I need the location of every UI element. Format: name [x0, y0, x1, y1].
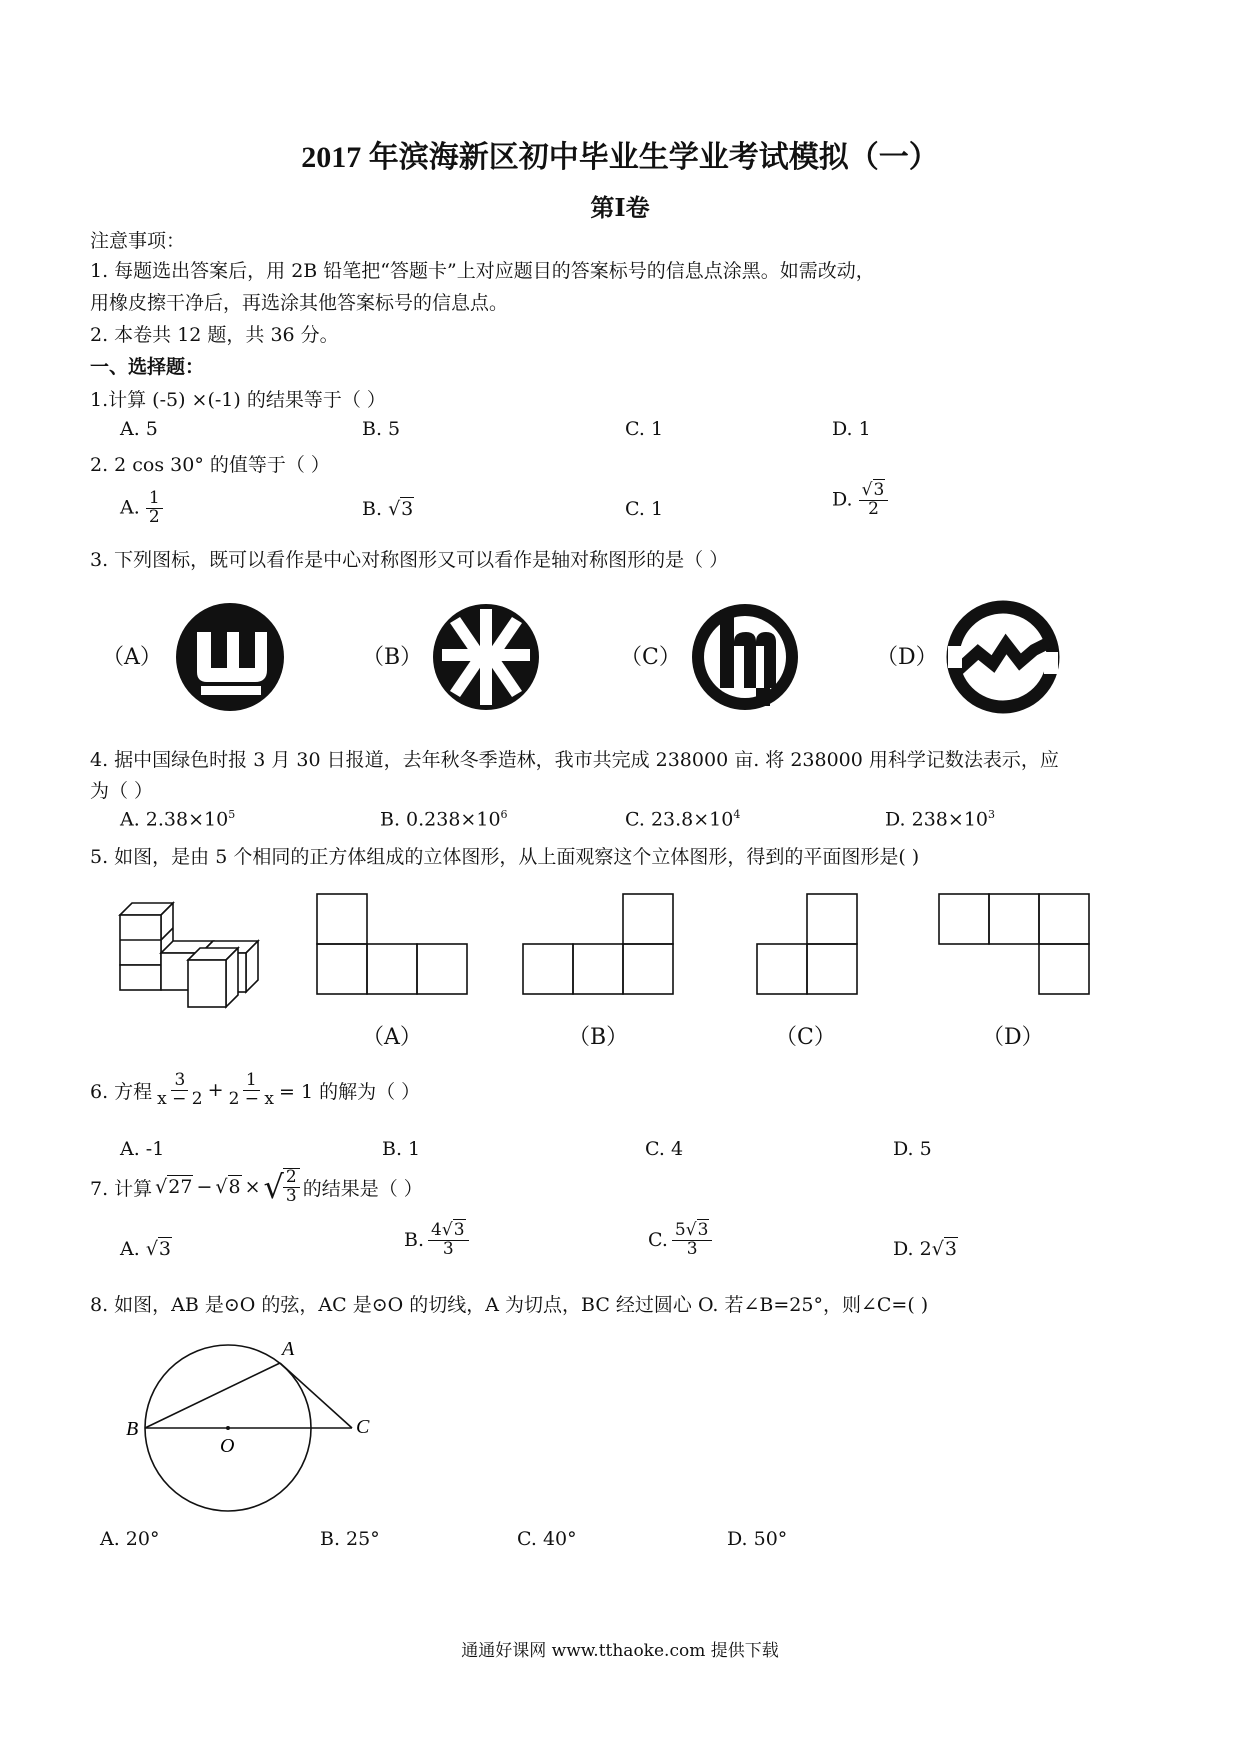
q6-f2-den: 2 − x: [228, 1088, 275, 1109]
q7-stem-pre: 7. 计算: [90, 1177, 153, 1200]
q2-b-rad: 3: [401, 498, 414, 520]
q4-stem-2: 为（ ）: [90, 780, 154, 802]
q5-label-c: （C）: [775, 1025, 836, 1050]
q7-d-label: D. 2: [893, 1238, 932, 1260]
q5-label-d: （D）: [982, 1025, 1044, 1050]
q3-label-a: （A）: [102, 645, 162, 670]
q7-c-fraction: [672, 1222, 713, 1259]
q4-a-base: A. 2.38×10: [120, 808, 229, 831]
logo-d-icon: [948, 602, 1058, 712]
q5-label-a: （A）: [362, 1025, 422, 1050]
notes-heading: 注意事项：: [90, 230, 186, 252]
q5-figure-b: [522, 893, 674, 995]
page-subtitle: 第Ⅰ卷: [590, 193, 650, 222]
q6-plus: +: [207, 1079, 224, 1102]
q3-stem: 3. 下列图标，既可以看作是中心对称图形又可以看作是轴对称图形的是（ ）: [90, 549, 729, 571]
q4-stem: 4. 据中国绿色时报 3 月 30 日报道，去年秋冬季造林，我市共完成 238000 亩. 将 238000 用科学记数法表示，应: [90, 749, 1059, 771]
q6-option-d: D. 5: [893, 1138, 932, 1160]
q4-option-a: [120, 808, 235, 830]
q7-b-label: B.: [404, 1229, 425, 1252]
q5-stem: 5. 如图，是由 5 个相同的正方体组成的立体图形，从上面观察这个立体图形，得到的平面图形是( ): [90, 846, 920, 868]
q6-f2-num: 1: [243, 1072, 260, 1091]
notes-line-1: 1. 每题选出答案后，用 2B 铅笔把“答题卡”上对应题目的答案标号的信息点涂黑。如需改动，: [90, 260, 875, 282]
q7-a-label: A.: [120, 1238, 140, 1260]
q6-stem: [90, 1072, 420, 1109]
q7-a-rad: 3: [158, 1238, 172, 1260]
q2-option-d-label: D.: [832, 488, 853, 511]
q3-label-d: （D）: [876, 645, 938, 670]
q2-d-num: √3: [859, 482, 889, 501]
q2-option-d: [832, 482, 888, 519]
q7-option-a: [120, 1238, 172, 1260]
q7-c-label: C.: [648, 1229, 668, 1252]
q7-sqrt-8: √8: [215, 1176, 241, 1198]
q6-option-b: B. 1: [382, 1138, 421, 1160]
q4-b-base: B. 0.238×10: [380, 808, 501, 831]
q6-f1-num: 3: [171, 1072, 188, 1091]
q5-figure-d: [938, 893, 1090, 995]
q1-option-d: D. 1: [832, 418, 871, 440]
q7-b-num-wrap: 4√3: [428, 1222, 469, 1241]
q8-label-a: A: [282, 1338, 295, 1360]
q6-option-a: A. -1: [120, 1138, 165, 1160]
q7-c-rad: 3: [697, 1220, 709, 1240]
q7-c-num-wrap: 5√3: [672, 1222, 713, 1241]
q7-b-rad: 3: [453, 1220, 465, 1240]
q7-option-d: [893, 1238, 958, 1260]
q7-option-c: [648, 1222, 712, 1259]
logo-a-icon: [175, 602, 285, 712]
q7-c-num: 5: [674, 1220, 686, 1240]
q7-b-fraction: [428, 1222, 469, 1259]
q8-option-b: B. 25°: [320, 1528, 380, 1550]
q7-a-sqrt: √3: [145, 1238, 172, 1260]
q8-option-a: A. 20°: [100, 1528, 160, 1550]
q7-stem: [90, 1168, 423, 1206]
q6-fraction-2: [226, 1072, 277, 1109]
q7-sqrt-fraction: [283, 1168, 300, 1206]
q2-option-c: C. 1: [625, 498, 664, 520]
section-heading: 一、选择题：: [90, 356, 205, 378]
q2-option-a-label: A.: [120, 496, 140, 519]
q1-option-b: B. 5: [362, 418, 401, 440]
q7-b-den: 3: [442, 1238, 454, 1259]
q5-label-b: （B）: [568, 1025, 629, 1050]
q6-stem-pre: 6. 方程: [90, 1080, 153, 1103]
q1-stem: 1.计算 (-5) ×(-1) 的结果等于（ ）: [90, 389, 386, 411]
q8-label-c: C: [356, 1416, 370, 1438]
q2-option-a-fraction: [146, 490, 163, 527]
q3-label-c: （C）: [620, 645, 681, 670]
q6-f1-den: x − 2: [157, 1088, 203, 1109]
q4-option-c: [625, 808, 740, 830]
q7-times: ×: [244, 1176, 261, 1198]
cube-solid-figure: [118, 895, 258, 1010]
q2-a-den: 2: [148, 506, 160, 527]
q4-option-b: [380, 808, 508, 830]
q5-figure-a: [316, 893, 468, 995]
q6-stem-post: = 1 的解为（ ）: [279, 1080, 421, 1103]
q8-label-b: B: [126, 1418, 139, 1440]
q5-figure-c: [756, 893, 858, 995]
q4-c-exp: 4: [733, 808, 741, 821]
q1-option-c: C. 1: [625, 418, 664, 440]
q7-r3-den: 3: [285, 1186, 297, 1206]
q8-label-o: O: [220, 1435, 235, 1457]
q3-label-b: （B）: [362, 645, 423, 670]
notes-line-3: 2. 本卷共 12 题，共 36 分。: [90, 324, 339, 346]
q7-c-den: 3: [686, 1238, 698, 1259]
q2-option-a: [120, 490, 163, 527]
q8-stem: 8. 如图，AB 是⊙O 的弦，AC 是⊙O 的切线，A 为切点，BC 经过圆心 O. 若∠B=25°，则∠C=( ): [90, 1294, 929, 1316]
q4-d-base: D. 238×10: [885, 808, 988, 831]
q7-b-num: 4: [431, 1220, 442, 1240]
q8-circle-figure: [120, 1330, 390, 1520]
q7-r3-num: 2: [283, 1169, 300, 1188]
page-footer: 通通好课网 www.tthaoke.com 提供下载: [461, 1641, 779, 1661]
q7-minus: −: [196, 1176, 213, 1198]
q7-option-b: [404, 1222, 469, 1259]
logo-c-icon: [690, 602, 800, 712]
q7-radical-sign: √: [263, 1168, 284, 1206]
notes-line-2: 用橡皮擦干净后，再选涂其他答案标号的信息点。: [90, 292, 509, 314]
q7-d-rad: 3: [944, 1238, 957, 1260]
q1-option-a: A. 5: [120, 418, 158, 440]
q7-stem-post: 的结果是（ ）: [302, 1177, 423, 1200]
q2-d-den: 2: [868, 498, 879, 519]
q6-option-c: C. 4: [645, 1138, 684, 1160]
logo-b-icon: [432, 603, 540, 711]
q4-b-exp: 6: [500, 808, 508, 821]
q8-option-c: C. 40°: [517, 1528, 577, 1550]
q4-a-exp: 5: [228, 808, 236, 821]
page-title: 2017 年滨海新区初中毕业生学业考试模拟（一）: [301, 141, 939, 174]
q2-option-b: [362, 498, 414, 520]
q7-sqrt-27: √27: [155, 1176, 193, 1198]
q2-option-b-sqrt: √3: [388, 498, 414, 520]
q2-a-num: 1: [146, 490, 163, 509]
q7-r2: 8: [228, 1176, 241, 1198]
q6-fraction-1: [154, 1072, 205, 1109]
q4-option-d: [885, 808, 995, 830]
q2-option-d-fraction: [859, 482, 889, 519]
q4-d-exp: 3: [988, 808, 995, 821]
q2-option-b-label: B.: [362, 498, 383, 520]
q2-stem: 2. 2 cos 30° 的值等于（ ）: [90, 454, 330, 476]
q7-r1: 27: [168, 1176, 193, 1198]
q4-c-base: C. 23.8×10: [625, 808, 734, 831]
q8-option-d: D. 50°: [727, 1528, 788, 1550]
q7-d-sqrt: √3: [931, 1238, 957, 1260]
q2-d-rad: 3: [873, 480, 885, 500]
